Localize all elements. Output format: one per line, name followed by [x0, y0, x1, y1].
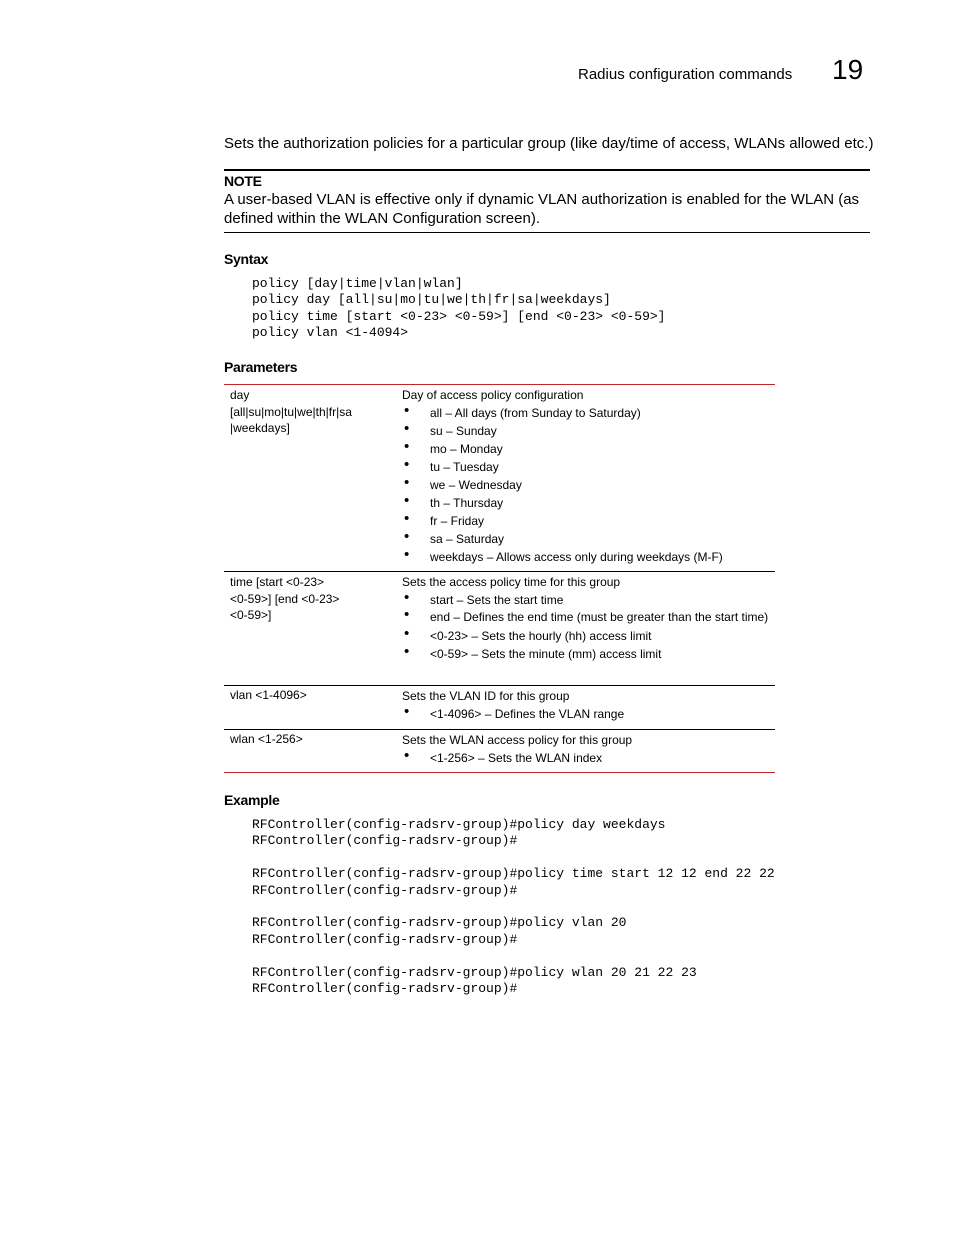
- list-item: • sa – Saturday: [402, 530, 772, 548]
- list-item: • <1-4096> – Defines the VLAN range: [402, 705, 772, 723]
- syntax-code-block: [252, 276, 665, 342]
- param-row-vlan: [224, 685, 775, 729]
- example-line: RFController(config-radsrv-group)#policy time start 12 12 end 22 22: [252, 866, 775, 882]
- example-line: RFController(config-radsrv-group)#: [252, 833, 518, 849]
- list-item: • fr – Friday: [402, 512, 772, 530]
- bullet-list: [402, 404, 772, 566]
- syntax-heading: Syntax: [224, 251, 269, 267]
- example-line: RFController(config-radsrv-group)#: [252, 931, 518, 947]
- param-summary: Sets the access policy time for this group: [402, 575, 621, 589]
- param-row-time: [224, 571, 775, 685]
- param-row-wlan: [224, 729, 775, 773]
- param-summary: Sets the WLAN access policy for this group: [402, 733, 633, 747]
- example-line: RFController(config-radsrv-group)#: [252, 981, 518, 997]
- example-line: RFController(config-radsrv-group)#policy day weekdays: [252, 817, 666, 832]
- list-item: • <0-23> – Sets the hourly (hh) access limit: [402, 627, 772, 645]
- note-bottom-rule: [224, 232, 870, 233]
- list-item: • su – Sunday: [402, 422, 772, 440]
- list-item: • weekdays – Allows access only during weekdays (M-F): [402, 548, 772, 566]
- parameters-table: [224, 384, 775, 773]
- param-row-day: [224, 384, 775, 571]
- example-line: RFController(config-radsrv-group)#policy vlan 20: [252, 915, 627, 931]
- param-description: [402, 573, 772, 663]
- list-item: • <0-59> – Sets the minute (mm) access limit: [402, 645, 772, 663]
- chapter-number: 19: [832, 54, 864, 85]
- list-item: • tu – Tuesday: [402, 458, 772, 476]
- intro-text: Sets the authorization policies for a particular group (like day/time of access, WLANs allowed etc.): [224, 135, 874, 152]
- param-summary: Day of access policy configuration: [402, 388, 584, 402]
- param-description: [402, 731, 772, 767]
- note-top-rule: [224, 169, 870, 171]
- param-name: wlan <1-256>: [230, 732, 303, 746]
- bullet-list: [402, 705, 772, 723]
- list-item: • mo – Monday: [402, 440, 772, 458]
- syntax-line: policy vlan <1-4094>: [252, 325, 409, 341]
- example-heading: Example: [224, 792, 280, 808]
- parameters-heading: Parameters: [224, 359, 298, 375]
- bullet-list: [402, 749, 772, 767]
- param-description: [402, 386, 772, 566]
- example-line: RFController(config-radsrv-group)#: [252, 882, 518, 898]
- note-label: NOTE: [224, 173, 262, 189]
- syntax-line: policy day [all|su|mo|tu|we|th|fr|sa|weekdays]: [252, 292, 611, 308]
- syntax-line: policy [day|time|vlan|wlan]: [252, 276, 463, 291]
- list-item: • all – All days (from Sunday to Saturday): [402, 404, 772, 422]
- note-text: A user-based VLAN is effective only if dynamic VLAN authorization is enabled for the WLAN (as defined within the WLAN Configuration screen).: [224, 191, 860, 227]
- list-item: • we – Wednesday: [402, 476, 772, 494]
- example-line: RFController(config-radsrv-group)#policy wlan 20 21 22 23: [252, 964, 697, 980]
- param-summary: Sets the VLAN ID for this group: [402, 689, 570, 703]
- param-name: time [start <0-23> <0-59>] [end <0-23> <0-59>]: [230, 575, 340, 622]
- list-item: • start – Sets the start time: [402, 591, 772, 609]
- list-item: • <1-256> – Sets the WLAN index: [402, 749, 772, 767]
- bullet-list: [402, 591, 772, 663]
- param-name: vlan <1-4096>: [230, 688, 307, 702]
- param-name: day [all|su|mo|tu|we|th|fr|sa |weekdays]: [230, 388, 352, 435]
- list-item: • end – Defines the end time (must be greater than the start time): [402, 609, 772, 627]
- running-header-title: Radius configuration commands: [578, 66, 793, 83]
- syntax-line: policy time [start <0-23> <0-59>] [end <0-23> <0-59>]: [252, 308, 666, 324]
- list-item: • th – Thursday: [402, 494, 772, 512]
- example-code-block: [252, 817, 775, 997]
- param-description: [402, 687, 772, 723]
